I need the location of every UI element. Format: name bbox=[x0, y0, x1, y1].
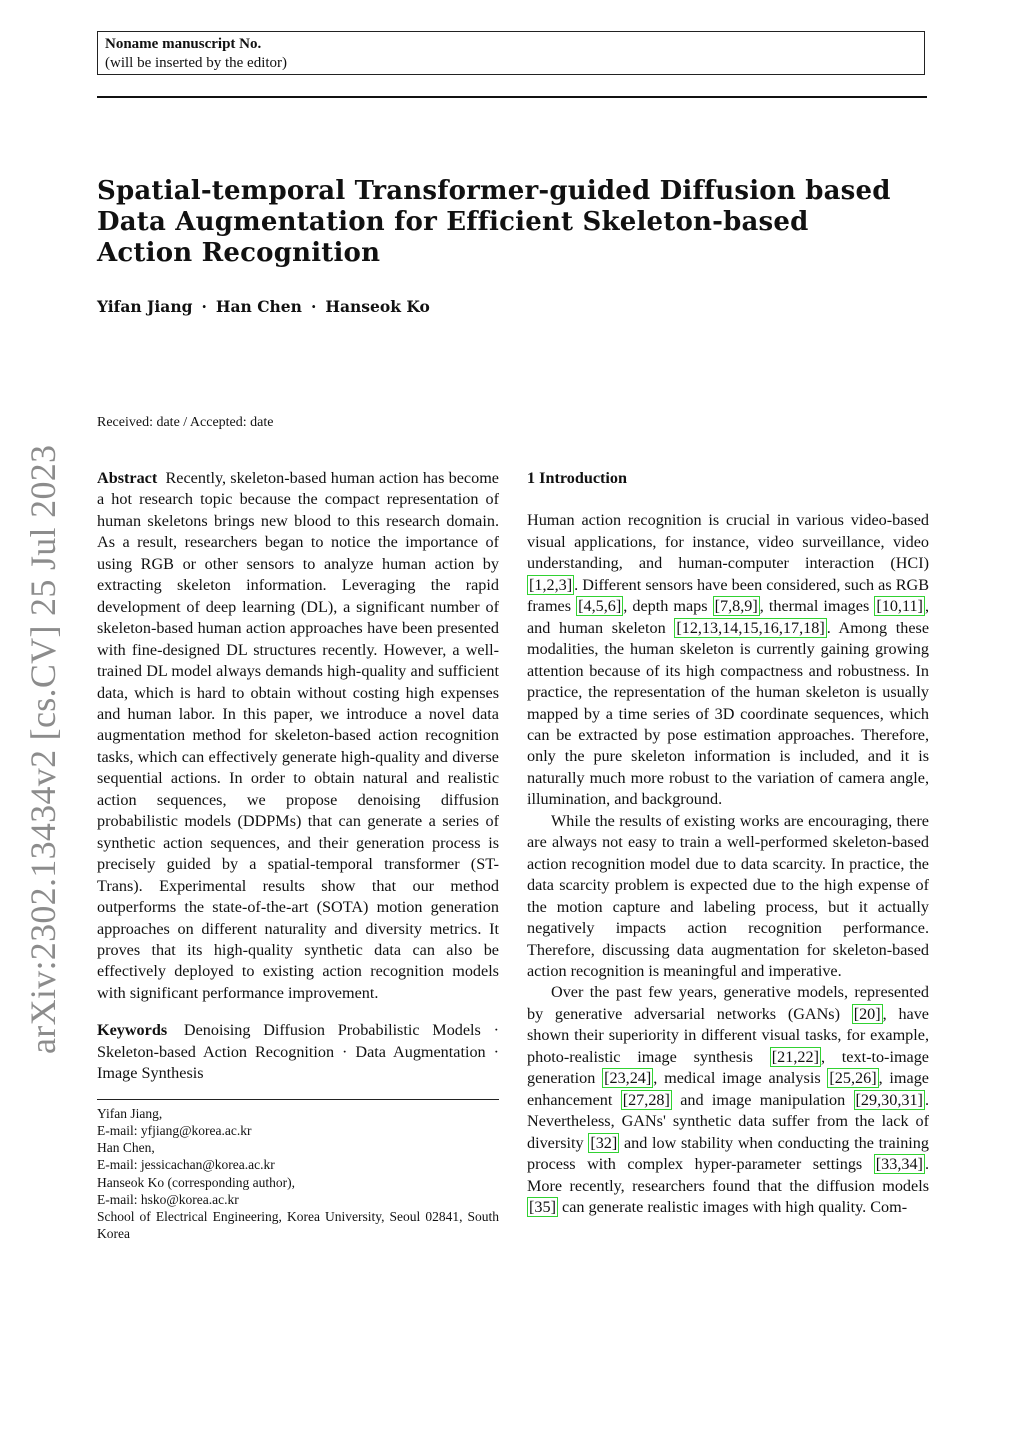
paragraph-text: . More recently, researchers found that the diffusion models bbox=[527, 1155, 929, 1195]
paragraph-text: , image enhancement bbox=[527, 1069, 929, 1109]
paragraph-text: . Different sensors have been considered, such as RGB frames bbox=[527, 575, 929, 616]
footnote-line: Han Chen, bbox=[97, 1140, 155, 1156]
manuscript-header-box bbox=[97, 31, 925, 75]
paragraph-text: , text-to-image generation bbox=[527, 1047, 929, 1088]
intro-paragraph-2 bbox=[527, 811, 929, 983]
arxiv-stamp: arXiv:2302.13434v2 [cs.CV] 25 Jul 2023 bbox=[23, 444, 63, 1054]
received-date: Received: date / Accepted: date bbox=[97, 415, 274, 430]
citation-link[interactable]: [25,26] bbox=[829, 1069, 877, 1088]
paragraph-text: and image manipulation bbox=[671, 1090, 854, 1109]
abstract bbox=[97, 468, 499, 1004]
intro-paragraph-3 bbox=[527, 982, 929, 1218]
citation-link[interactable]: [12,13,14,15,16,17,18] bbox=[676, 618, 825, 637]
author-name: Hanseok Ko bbox=[325, 297, 430, 316]
footnote-rule bbox=[97, 1099, 499, 1100]
keywords bbox=[97, 1020, 499, 1084]
paragraph-text: While the results of existing works are encouraging, there are always not easy to train a well-performed skeleton-based action recognition model due to data scarcity. In practice, the data scarcity problem is expected due to the high expense of the motion capture and labeling process, but it actually negatively impacts action recognition performance. Therefore, discussing data augmentation for skeleton-based action recognition is meaningful and imperative. bbox=[527, 811, 929, 980]
citation-link[interactable]: [21,22] bbox=[771, 1047, 819, 1066]
author-footnote bbox=[97, 1105, 499, 1243]
citation-link[interactable]: [1,2,3] bbox=[529, 575, 573, 594]
author-list bbox=[97, 297, 430, 316]
paragraph-text: , and human skeleton bbox=[527, 597, 929, 637]
abstract-text: Recently, skeleton-based human action has become a hot research topic because the compact representation of human skeletons brings new blood to this research domain. As a result, researchers began to notice the importance of using RGB or other sensors to analyze human action by extracting skeleton information. Leveraging the rapid development of deep learning (DL), a significant number of skeleton-based human action approaches have been presented with fine-designed DL structures recently. However, a well-trained DL model always demands high-quality and sufficient data, which is hard to obtain without costing high expenses and human labor. In this paper, we introduce a novel data augmentation method for skeleton-based action recognition tasks, which can effectively generate high-quality and diverse sequential actions. In order to obtain natural and realistic action sequences, we propose denoising diffusion probabilistic models (DDPMs) that can generate a series of synthetic action sequences, and their generation process is precisely guided by a spatial-temporal transformer (ST-Trans). Experimental results show that our method outperforms the state-of-the-art (SOTA) motion generation approaches on different naturality and diversity metrics. It proves that its high-quality synthetic data can also be effectively deployed to existing action recognition models with significant performance improvement. bbox=[97, 469, 499, 1002]
footnote-email[interactable]: E-mail: yfjiang@korea.ac.kr bbox=[97, 1122, 252, 1138]
citation-link[interactable]: [23,24] bbox=[604, 1069, 652, 1088]
keywords-label: Keywords bbox=[97, 1021, 168, 1040]
intro-paragraph-1 bbox=[527, 510, 929, 810]
manuscript-title: Noname manuscript No. bbox=[105, 36, 262, 52]
author-separator: · bbox=[201, 297, 207, 316]
keywords-text: Denoising Diffusion Probabilistic Models · Skeleton-based Action Recognition · Data Augmentation · Image Synthesis bbox=[97, 1021, 500, 1083]
paragraph-text: Human action recognition is crucial in various video-based visual applications, for instance, video surveillance, video understanding, and human-computer interaction (HCI) bbox=[527, 511, 929, 573]
paragraph-text: Over the past few years, generative models, represented by generative adversarial networks (GANs) bbox=[527, 983, 929, 1023]
paragraph-text: and low stability when conducting the training process with complex hyper-parameter settings bbox=[527, 1133, 929, 1174]
citation-link[interactable]: [10,11] bbox=[876, 597, 923, 616]
paper-title: Spatial-temporal Transformer-guided Diffusion based Data Augmentation for Efficient Skeleton-based Action Recognition bbox=[97, 176, 891, 268]
citation-link[interactable]: [27,28] bbox=[622, 1090, 670, 1109]
paragraph-text: . Among these modalities, the human skeleton is currently gaining growing attention because of its high compactness and robustness. In practice, the representation of the human skeleton is usually mapped by a time series of 3D coordinate sequences, which can be extracted by pose estimation approaches. Therefore, only the pure skeleton information is included, and it is naturally much more robust to the variation of camera angle, illumination, and background. bbox=[527, 618, 930, 809]
citation-link[interactable]: [32] bbox=[590, 1133, 618, 1152]
manuscript-note: (will be inserted by the editor) bbox=[105, 55, 288, 71]
paragraph-text: can generate realistic images with high quality. Com- bbox=[557, 1197, 908, 1216]
left-column bbox=[97, 468, 499, 1242]
footnote-affiliation: School of Electrical Engineering, Korea University, Seoul 02841, South Korea bbox=[97, 1208, 499, 1242]
citation-link[interactable]: [20] bbox=[853, 1004, 881, 1023]
author-name: Yifan Jiang bbox=[97, 297, 193, 316]
citation-link[interactable]: [33,34] bbox=[875, 1155, 923, 1174]
paragraph-text: , have shown their superiority in different visual tasks, for example, photo-realistic image synthesis bbox=[527, 1004, 929, 1066]
section-heading: 1 Introduction bbox=[527, 469, 627, 487]
citation-link[interactable]: [29,30,31] bbox=[855, 1090, 923, 1109]
footnote-line: Hanseok Ko (corresponding author), bbox=[97, 1174, 295, 1190]
right-column bbox=[527, 468, 929, 1218]
header-rule bbox=[97, 96, 927, 98]
author-separator: · bbox=[310, 297, 317, 316]
citation-link[interactable]: [4,5,6] bbox=[578, 597, 622, 616]
citation-link[interactable]: [35] bbox=[529, 1197, 556, 1216]
citation-link[interactable]: [7,8,9] bbox=[714, 597, 758, 616]
footnote-line: Yifan Jiang, bbox=[97, 1105, 163, 1121]
author-name: Han Chen bbox=[215, 297, 302, 316]
paragraph-text: , depth maps bbox=[623, 597, 713, 616]
paragraph-text: , medical image analysis bbox=[653, 1069, 828, 1088]
paragraph-text: , thermal images bbox=[759, 597, 875, 616]
paragraph-text: . Nevertheless, GANs' synthetic data suffer from the lack of diversity bbox=[527, 1090, 929, 1152]
footnote-email[interactable]: E-mail: jessicachan@korea.ac.kr bbox=[97, 1157, 275, 1173]
footnote-email[interactable]: E-mail: hsko@korea.ac.kr bbox=[97, 1191, 239, 1207]
abstract-label: Abstract bbox=[97, 469, 158, 487]
